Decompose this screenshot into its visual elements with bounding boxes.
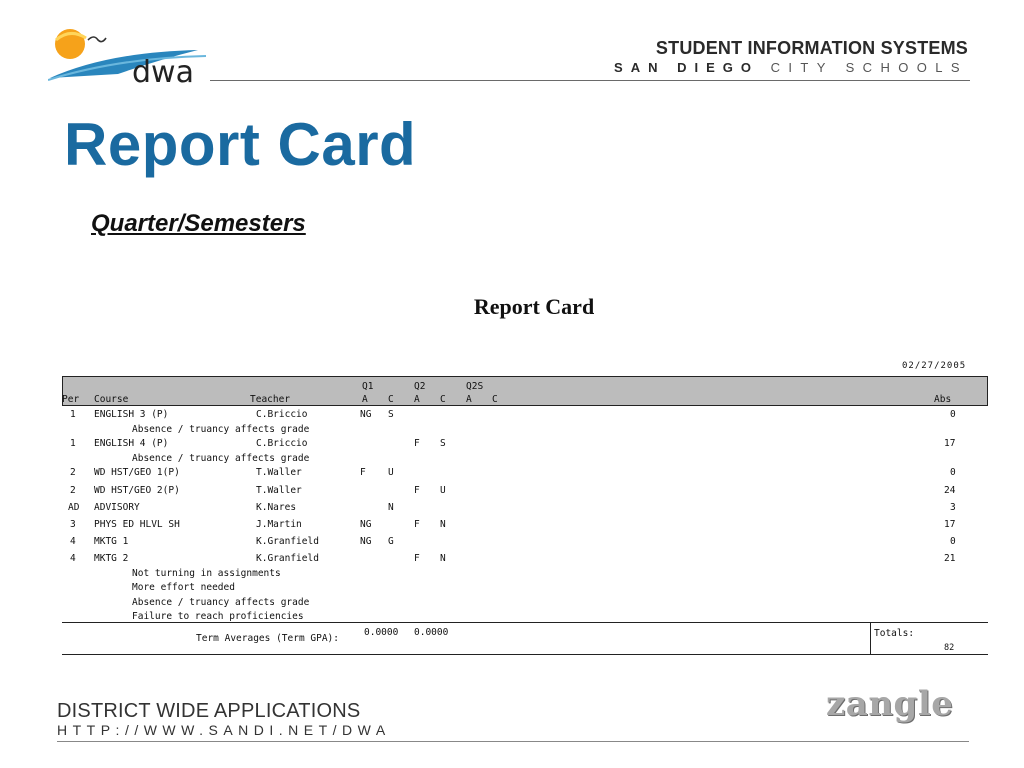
row-teacher: T.Waller bbox=[256, 467, 302, 478]
row-per: 1 bbox=[70, 438, 76, 449]
header-course: Course bbox=[94, 394, 129, 405]
row-q1c: U bbox=[388, 467, 394, 478]
term-averages-label: Term Averages (Term GPA): bbox=[196, 633, 339, 644]
row-abs: 21 bbox=[944, 553, 956, 564]
row-q2c: U bbox=[440, 485, 446, 496]
row-q1c: G bbox=[388, 536, 394, 547]
row-abs: 0 bbox=[950, 409, 956, 420]
row-per: 4 bbox=[70, 536, 76, 547]
row-per: AD bbox=[68, 502, 80, 513]
header-q1: Q1 bbox=[362, 381, 374, 392]
footer-rule bbox=[57, 741, 969, 742]
row-course: WD HST/GEO 1(P) bbox=[94, 467, 180, 478]
totals-divider bbox=[870, 622, 871, 655]
header-abs: Abs bbox=[934, 394, 952, 405]
row-teacher: C.Briccio bbox=[256, 438, 308, 449]
row-course: MKTG 2 bbox=[94, 553, 129, 564]
header-q1-c: C bbox=[388, 394, 394, 405]
header-rule bbox=[210, 80, 970, 81]
row-teacher: K.Nares bbox=[256, 502, 297, 513]
row-course: ADVISORY bbox=[94, 502, 140, 513]
row-q1c: N bbox=[388, 502, 394, 513]
row-per: 2 bbox=[70, 485, 76, 496]
header-q2-c: C bbox=[440, 394, 446, 405]
row-course: MKTG 1 bbox=[94, 536, 129, 547]
header-q2: Q2 bbox=[414, 381, 426, 392]
row-comment: Absence / truancy affects grade bbox=[132, 424, 310, 435]
header-per: Per bbox=[62, 394, 80, 405]
row-abs: 17 bbox=[944, 438, 956, 449]
row-q1a: NG bbox=[360, 519, 372, 530]
row-q1c: S bbox=[388, 409, 394, 420]
dwa-logo bbox=[48, 22, 218, 86]
row-course: ENGLISH 3 (P) bbox=[94, 409, 169, 420]
totals-bottom-rule bbox=[62, 654, 988, 655]
row-q2a: F bbox=[414, 519, 420, 530]
row-teacher: C.Briccio bbox=[256, 409, 308, 420]
section-subtitle: Quarter/Semesters bbox=[91, 210, 306, 237]
row-q2c: N bbox=[440, 519, 446, 530]
row-teacher: T.Waller bbox=[256, 485, 302, 496]
row-per: 1 bbox=[70, 409, 76, 420]
header-q2s-a: A bbox=[466, 394, 472, 405]
header-q2-a: A bbox=[414, 394, 420, 405]
row-abs: 17 bbox=[944, 519, 956, 530]
report-date: 02/27/2005 bbox=[902, 361, 967, 371]
page-title: Report Card bbox=[64, 111, 417, 178]
header-q2s-c: C bbox=[492, 394, 498, 405]
row-comment: Failure to reach proficiencies bbox=[132, 611, 304, 622]
row-q2a: F bbox=[414, 485, 420, 496]
row-abs: 3 bbox=[950, 502, 956, 513]
row-q2a: F bbox=[414, 553, 420, 564]
row-q2c: S bbox=[440, 438, 446, 449]
row-per: 4 bbox=[70, 553, 76, 564]
system-subtitle-bold: SAN DIEGO bbox=[614, 60, 759, 75]
report-title: Report Card bbox=[473, 294, 595, 319]
row-q2c: N bbox=[440, 553, 446, 564]
gpa-q2: 0.0000 bbox=[414, 627, 449, 638]
header-q2s: Q2S bbox=[466, 381, 484, 392]
system-title: STUDENT INFORMATION SYSTEMS bbox=[655, 38, 968, 58]
header-teacher: Teacher bbox=[250, 394, 291, 405]
totals-label: Totals: bbox=[874, 628, 915, 639]
system-subtitle bbox=[614, 60, 968, 75]
totals-value: 82 bbox=[944, 643, 955, 653]
row-abs: 24 bbox=[944, 485, 956, 496]
row-per: 2 bbox=[70, 467, 76, 478]
row-course: ENGLISH 4 (P) bbox=[94, 438, 169, 449]
zangle-logo: zangle bbox=[826, 684, 954, 724]
system-subtitle-light: CITY SCHOOLS bbox=[770, 60, 968, 75]
table-header bbox=[62, 376, 988, 406]
row-course: PHYS ED HLVL SH bbox=[94, 519, 180, 530]
table-bottom-rule bbox=[62, 622, 988, 623]
row-course: WD HST/GEO 2(P) bbox=[94, 485, 180, 496]
row-teacher: J.Martin bbox=[256, 519, 302, 530]
row-q1a: F bbox=[360, 467, 366, 478]
row-comment: More effort needed bbox=[132, 582, 235, 593]
row-comment: Absence / truancy affects grade bbox=[132, 597, 310, 608]
row-per: 3 bbox=[70, 519, 76, 530]
svg-text:dwa: dwa bbox=[132, 55, 194, 86]
row-q1a: NG bbox=[360, 536, 372, 547]
row-comment: Not turning in assignments bbox=[132, 568, 281, 579]
header-q1-a: A bbox=[362, 394, 368, 405]
row-comment: Absence / truancy affects grade bbox=[132, 453, 310, 464]
row-abs: 0 bbox=[950, 536, 956, 547]
row-abs: 0 bbox=[950, 467, 956, 478]
footer-title: DISTRICT WIDE APPLICATIONS bbox=[57, 700, 361, 722]
row-teacher: K.Granfield bbox=[256, 536, 319, 547]
gpa-q1: 0.0000 bbox=[364, 627, 399, 638]
row-q1a: NG bbox=[360, 409, 372, 420]
row-teacher: K.Granfield bbox=[256, 553, 319, 564]
row-q2a: F bbox=[414, 438, 420, 449]
footer-url: HTTP://WWW.SANDI.NET/DWA bbox=[57, 722, 391, 738]
